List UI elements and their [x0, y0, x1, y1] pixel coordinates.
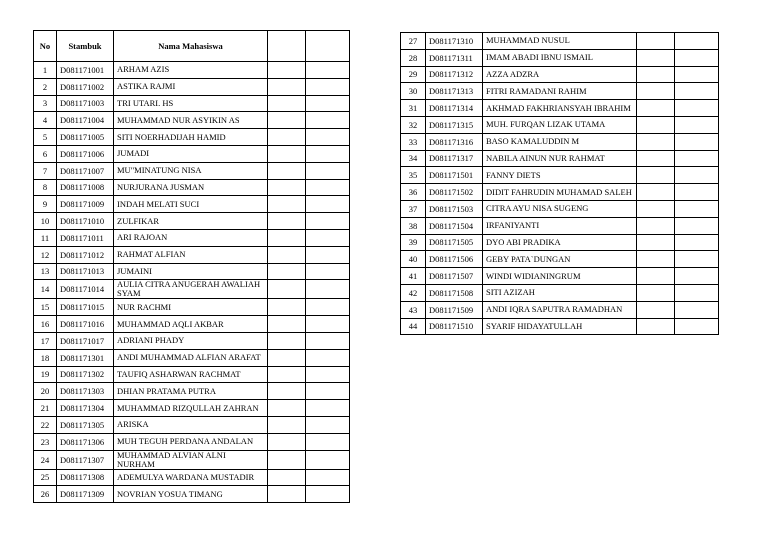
- row-nama: JUMAINI: [114, 263, 268, 280]
- row-blank-2: [306, 112, 350, 129]
- row-nama: DIDIT FAHRUDIN MUHAMAD SALEH: [483, 184, 637, 201]
- row-blank-2: [675, 268, 719, 285]
- right-table-body: [401, 33, 719, 335]
- row-nama: TRI UTARI. HS: [114, 95, 268, 112]
- row-blank-2: [675, 167, 719, 184]
- row-blank-2: [306, 383, 350, 400]
- row-nama: ARHAM AZIS: [114, 62, 268, 79]
- header-blank-2: [306, 31, 350, 62]
- student-table-left: [33, 30, 350, 503]
- row-number: 1: [34, 62, 57, 79]
- row-number: 11: [34, 229, 57, 246]
- row-blank-1: [637, 116, 675, 133]
- table-row: [34, 229, 350, 246]
- row-blank-2: [306, 78, 350, 95]
- row-number: 6: [34, 145, 57, 162]
- header-stambuk: Stambuk: [57, 31, 114, 62]
- row-number: 43: [401, 301, 426, 318]
- row-stambuk: D081171303: [57, 383, 114, 400]
- row-blank-2: [675, 184, 719, 201]
- row-blank-1: [268, 246, 306, 263]
- row-blank-1: [268, 486, 306, 503]
- row-number: 25: [34, 469, 57, 486]
- row-stambuk: D081171008: [57, 179, 114, 196]
- row-blank-2: [675, 150, 719, 167]
- row-blank-1: [268, 263, 306, 280]
- row-blank-2: [675, 133, 719, 150]
- row-blank-2: [306, 95, 350, 112]
- row-number: 30: [401, 83, 426, 100]
- row-blank-1: [268, 129, 306, 146]
- header-blank-1: [268, 31, 306, 62]
- table-row: [34, 469, 350, 486]
- row-stambuk: D081171009: [57, 196, 114, 213]
- table-row: [34, 280, 350, 299]
- row-blank-2: [306, 129, 350, 146]
- row-stambuk: D081171002: [57, 78, 114, 95]
- row-blank-2: [675, 200, 719, 217]
- row-stambuk: D081171013: [57, 263, 114, 280]
- row-blank-1: [637, 133, 675, 150]
- row-number: 7: [34, 162, 57, 179]
- row-blank-2: [675, 66, 719, 83]
- row-blank-2: [306, 416, 350, 433]
- row-number: 22: [34, 416, 57, 433]
- row-nama: AKHMAD FAKHRIANSYAH IBRAHIM: [483, 100, 637, 117]
- row-nama: MUHAMMAD AQLI AKBAR: [114, 316, 268, 333]
- row-nama: SYARIF HIDAYATULLAH: [483, 318, 637, 335]
- row-blank-1: [268, 433, 306, 450]
- row-blank-2: [675, 284, 719, 301]
- row-blank-2: [675, 234, 719, 251]
- row-blank-2: [306, 469, 350, 486]
- row-blank-2: [306, 332, 350, 349]
- row-nama: AZZA ADZRA: [483, 66, 637, 83]
- row-number: 40: [401, 251, 426, 268]
- row-nama: MUHAMMAD ALVIAN ALNI NURHAM: [114, 450, 268, 469]
- row-blank-2: [306, 62, 350, 79]
- row-blank-1: [637, 150, 675, 167]
- row-nama: INDAH MELATI SUCI: [114, 196, 268, 213]
- row-blank-1: [637, 83, 675, 100]
- row-blank-2: [306, 179, 350, 196]
- row-number: 20: [34, 383, 57, 400]
- row-stambuk: D081171308: [57, 469, 114, 486]
- table-row: [401, 167, 719, 184]
- row-number: 9: [34, 196, 57, 213]
- row-blank-2: [306, 246, 350, 263]
- table-row: [401, 184, 719, 201]
- table-row: [34, 349, 350, 366]
- row-nama: ARI RAJOAN: [114, 229, 268, 246]
- row-nama: FANNY DIETS: [483, 167, 637, 184]
- table-row: [401, 116, 719, 133]
- table-row: [34, 400, 350, 417]
- row-blank-2: [306, 450, 350, 469]
- row-nama: FITRI RAMADANI RAHIM: [483, 83, 637, 100]
- row-number: 10: [34, 213, 57, 230]
- row-blank-2: [306, 366, 350, 383]
- row-number: 38: [401, 217, 426, 234]
- row-blank-2: [306, 299, 350, 316]
- row-stambuk: D081171017: [57, 332, 114, 349]
- row-number: 34: [401, 150, 426, 167]
- row-blank-2: [675, 217, 719, 234]
- row-number: 16: [34, 316, 57, 333]
- row-stambuk: D081171315: [426, 116, 483, 133]
- row-stambuk: D081171503: [426, 200, 483, 217]
- row-blank-1: [268, 213, 306, 230]
- row-nama: NURJURANA JUSMAN: [114, 179, 268, 196]
- row-nama: SITI AZIZAH: [483, 284, 637, 301]
- row-nama: MUHAMMAD NUR ASYIKIN AS: [114, 112, 268, 129]
- row-blank-1: [268, 366, 306, 383]
- row-number: 39: [401, 234, 426, 251]
- row-blank-1: [268, 280, 306, 299]
- row-stambuk: D081171510: [426, 318, 483, 335]
- row-nama: ANDI MUHAMMAD ALFIAN ARAFAT: [114, 349, 268, 366]
- row-number: 26: [34, 486, 57, 503]
- row-stambuk: D081171016: [57, 316, 114, 333]
- row-blank-1: [268, 145, 306, 162]
- row-number: 23: [34, 433, 57, 450]
- row-number: 14: [34, 280, 57, 299]
- row-blank-1: [268, 383, 306, 400]
- row-blank-2: [306, 162, 350, 179]
- table-row: [401, 49, 719, 66]
- row-nama: MUH. FURQAN LIZAK UTAMA: [483, 116, 637, 133]
- row-blank-1: [268, 400, 306, 417]
- row-blank-2: [306, 400, 350, 417]
- row-blank-1: [268, 196, 306, 213]
- row-number: 37: [401, 200, 426, 217]
- table-row: [401, 83, 719, 100]
- row-number: 29: [401, 66, 426, 83]
- row-stambuk: D081171509: [426, 301, 483, 318]
- row-nama: GEBY PATA`DUNGAN: [483, 251, 637, 268]
- table-row: [401, 150, 719, 167]
- row-blank-2: [306, 349, 350, 366]
- row-stambuk: D081171011: [57, 229, 114, 246]
- row-nama: AULIA CITRA ANUGERAH AWALIAH SYAM: [114, 280, 268, 299]
- row-blank-1: [637, 184, 675, 201]
- row-blank-1: [268, 349, 306, 366]
- table-row: [34, 95, 350, 112]
- row-stambuk: D081171310: [426, 33, 483, 50]
- table-row: [34, 112, 350, 129]
- row-blank-2: [306, 316, 350, 333]
- table-header-row: [34, 31, 350, 62]
- row-stambuk: D081171304: [57, 400, 114, 417]
- row-stambuk: D081171316: [426, 133, 483, 150]
- row-blank-1: [268, 112, 306, 129]
- row-stambuk: D081171312: [426, 66, 483, 83]
- row-nama: CITRA AYU NISA SUGENG: [483, 200, 637, 217]
- row-number: 8: [34, 179, 57, 196]
- table-row: [34, 332, 350, 349]
- table-row: [34, 299, 350, 316]
- row-number: 35: [401, 167, 426, 184]
- table-row: [34, 62, 350, 79]
- row-nama: TAUFIQ ASHARWAN RACHMAT: [114, 366, 268, 383]
- table-row: [34, 145, 350, 162]
- table-row: [401, 284, 719, 301]
- table-row: [401, 251, 719, 268]
- row-stambuk: D081171507: [426, 268, 483, 285]
- table-row: [401, 301, 719, 318]
- row-blank-1: [637, 66, 675, 83]
- row-nama: MU"MINATUNG NISA: [114, 162, 268, 179]
- row-blank-1: [637, 33, 675, 50]
- row-number: 27: [401, 33, 426, 50]
- row-number: 36: [401, 184, 426, 201]
- row-stambuk: D081171311: [426, 49, 483, 66]
- row-blank-1: [268, 95, 306, 112]
- row-stambuk: D081171001: [57, 62, 114, 79]
- table-row: [34, 366, 350, 383]
- row-blank-1: [637, 318, 675, 335]
- row-nama: MUH TEGUH PERDANA ANDALAN: [114, 433, 268, 450]
- table-row: [401, 33, 719, 50]
- row-blank-1: [268, 316, 306, 333]
- table-row: [401, 200, 719, 217]
- row-nama: BASO KAMALUDDIN M: [483, 133, 637, 150]
- row-stambuk: D081171005: [57, 129, 114, 146]
- row-blank-1: [637, 49, 675, 66]
- row-number: 31: [401, 100, 426, 117]
- row-blank-2: [675, 318, 719, 335]
- row-blank-2: [675, 100, 719, 117]
- table-row: [34, 179, 350, 196]
- row-number: 3: [34, 95, 57, 112]
- row-nama: IMAM ABADI IBNU ISMAIL: [483, 49, 637, 66]
- row-nama: WINDI WIDIANINGRUM: [483, 268, 637, 285]
- row-stambuk: D081171504: [426, 217, 483, 234]
- table-row: [401, 133, 719, 150]
- table-row: [34, 450, 350, 469]
- row-blank-1: [268, 469, 306, 486]
- row-blank-1: [268, 179, 306, 196]
- row-stambuk: D081171004: [57, 112, 114, 129]
- row-stambuk: D081171309: [57, 486, 114, 503]
- table-row: [401, 100, 719, 117]
- row-number: 32: [401, 116, 426, 133]
- table-row: [34, 78, 350, 95]
- table-row: [34, 129, 350, 146]
- row-blank-2: [675, 83, 719, 100]
- row-number: 17: [34, 332, 57, 349]
- row-nama: IRFANIYANTI: [483, 217, 637, 234]
- row-blank-1: [637, 217, 675, 234]
- row-blank-1: [637, 200, 675, 217]
- row-number: 15: [34, 299, 57, 316]
- row-blank-2: [306, 196, 350, 213]
- row-nama: NUR RACHMI: [114, 299, 268, 316]
- row-stambuk: D081171306: [57, 433, 114, 450]
- row-blank-2: [306, 229, 350, 246]
- row-stambuk: D081171003: [57, 95, 114, 112]
- table-row: [34, 263, 350, 280]
- row-nama: RAHMAT ALFIAN: [114, 246, 268, 263]
- header-nama: Nama Mahasiswa: [114, 31, 268, 62]
- row-blank-1: [268, 62, 306, 79]
- row-blank-2: [675, 251, 719, 268]
- row-blank-2: [675, 301, 719, 318]
- row-blank-1: [637, 268, 675, 285]
- row-number: 13: [34, 263, 57, 280]
- row-stambuk: D081171314: [426, 100, 483, 117]
- header-no: No: [34, 31, 57, 62]
- row-stambuk: D081171012: [57, 246, 114, 263]
- row-stambuk: D081171305: [57, 416, 114, 433]
- row-blank-1: [637, 100, 675, 117]
- row-stambuk: D081171313: [426, 83, 483, 100]
- row-blank-2: [306, 486, 350, 503]
- row-blank-1: [268, 332, 306, 349]
- table-row: [34, 486, 350, 503]
- row-stambuk: D081171010: [57, 213, 114, 230]
- table-row: [34, 433, 350, 450]
- row-blank-2: [306, 433, 350, 450]
- table-row: [401, 217, 719, 234]
- row-blank-1: [637, 251, 675, 268]
- table-row: [401, 318, 719, 335]
- row-nama: MUHAMMAD RIZQULLAH ZAHRAN: [114, 400, 268, 417]
- row-nama: ANDI IQRA SAPUTRA RAMADHAN: [483, 301, 637, 318]
- row-number: 19: [34, 366, 57, 383]
- row-stambuk: D081171015: [57, 299, 114, 316]
- row-number: 33: [401, 133, 426, 150]
- row-stambuk: D081171007: [57, 162, 114, 179]
- row-nama: ASTIKA RAJMI: [114, 78, 268, 95]
- row-number: 44: [401, 318, 426, 335]
- row-stambuk: D081171301: [57, 349, 114, 366]
- row-stambuk: D081171006: [57, 145, 114, 162]
- row-blank-1: [268, 78, 306, 95]
- table-row: [34, 416, 350, 433]
- row-stambuk: D081171502: [426, 184, 483, 201]
- row-blank-2: [306, 213, 350, 230]
- student-table-right: [400, 32, 719, 335]
- row-stambuk: D081171302: [57, 366, 114, 383]
- row-blank-1: [268, 450, 306, 469]
- table-row: [34, 213, 350, 230]
- row-blank-2: [306, 280, 350, 299]
- row-blank-2: [675, 49, 719, 66]
- row-nama: DHIAN PRATAMA PUTRA: [114, 383, 268, 400]
- row-blank-1: [268, 299, 306, 316]
- table-row: [34, 246, 350, 263]
- row-blank-1: [268, 162, 306, 179]
- row-nama: SITI NOERHADIJAH HAMID: [114, 129, 268, 146]
- row-stambuk: D081171317: [426, 150, 483, 167]
- table-row: [34, 383, 350, 400]
- row-blank-1: [637, 301, 675, 318]
- row-blank-2: [306, 145, 350, 162]
- row-number: 2: [34, 78, 57, 95]
- row-blank-1: [637, 167, 675, 184]
- table-row: [401, 268, 719, 285]
- left-table-body: [34, 62, 350, 503]
- table-row: [34, 196, 350, 213]
- row-blank-1: [268, 229, 306, 246]
- row-nama: ARISKA: [114, 416, 268, 433]
- row-blank-1: [637, 284, 675, 301]
- row-stambuk: D081171505: [426, 234, 483, 251]
- row-number: 12: [34, 246, 57, 263]
- row-number: 4: [34, 112, 57, 129]
- table-row: [401, 234, 719, 251]
- row-nama: ADRIANI PHADY: [114, 332, 268, 349]
- row-stambuk: D081171014: [57, 280, 114, 299]
- row-number: 18: [34, 349, 57, 366]
- row-blank-1: [268, 416, 306, 433]
- row-stambuk: D081171506: [426, 251, 483, 268]
- row-number: 41: [401, 268, 426, 285]
- row-number: 21: [34, 400, 57, 417]
- row-nama: NOVRIAN YOSUA TIMANG: [114, 486, 268, 503]
- row-number: 28: [401, 49, 426, 66]
- table-row: [34, 316, 350, 333]
- row-stambuk: D081171501: [426, 167, 483, 184]
- row-blank-2: [675, 116, 719, 133]
- row-nama: JUMADI: [114, 145, 268, 162]
- table-row: [401, 66, 719, 83]
- row-nama: ADEMULYA WARDANA MUSTADIR: [114, 469, 268, 486]
- row-blank-2: [675, 33, 719, 50]
- row-nama: ZULFIKAR: [114, 213, 268, 230]
- row-nama: MUHAMMAD NUSUL: [483, 33, 637, 50]
- row-nama: DYO ABI PRADIKA: [483, 234, 637, 251]
- row-stambuk: D081171508: [426, 284, 483, 301]
- row-number: 42: [401, 284, 426, 301]
- row-nama: NABILA AINUN NUR RAHMAT: [483, 150, 637, 167]
- row-stambuk: D081171307: [57, 450, 114, 469]
- row-blank-1: [637, 234, 675, 251]
- row-number: 5: [34, 129, 57, 146]
- row-number: 24: [34, 450, 57, 469]
- row-blank-2: [306, 263, 350, 280]
- table-row: [34, 162, 350, 179]
